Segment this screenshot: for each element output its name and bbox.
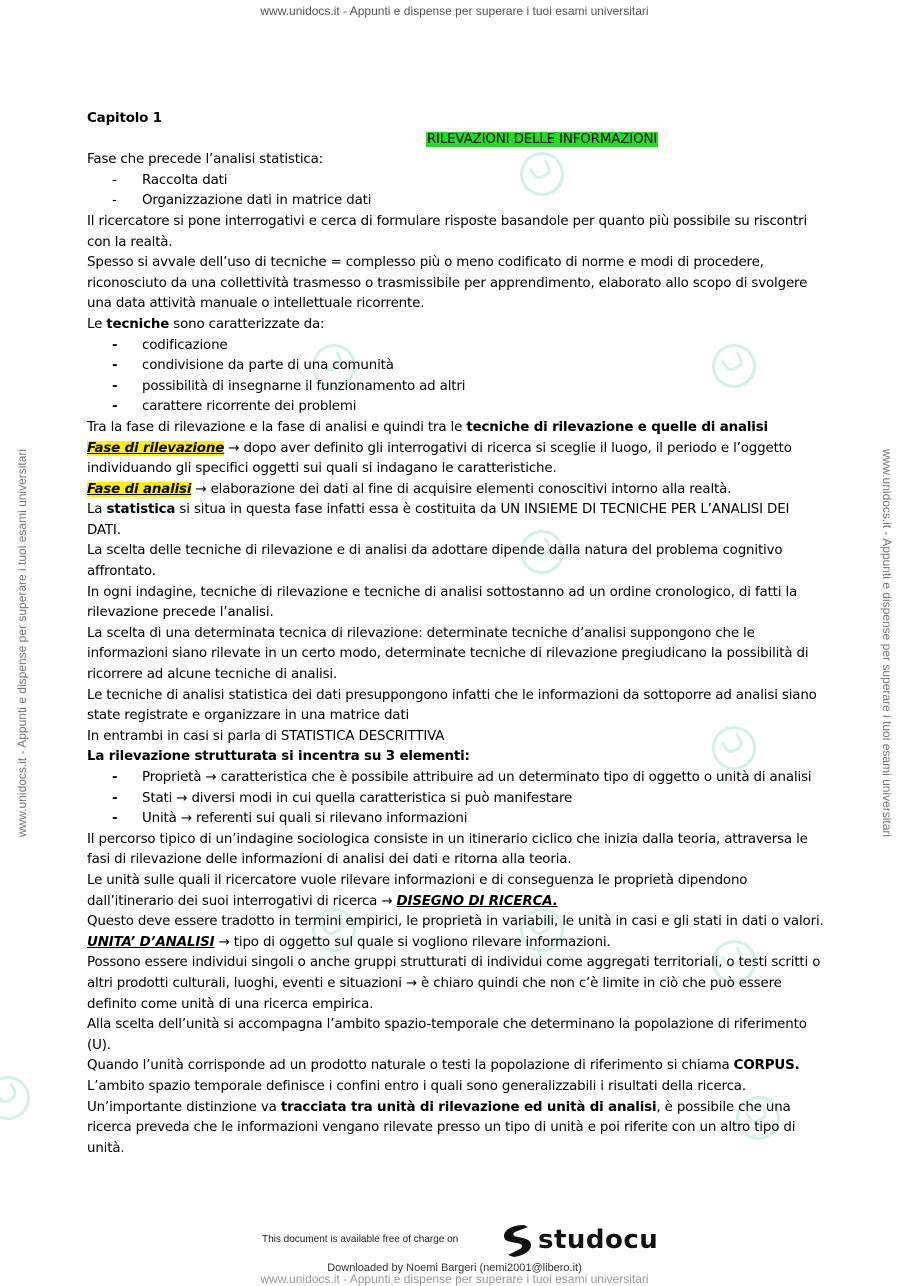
highlight-term: Fase di analisi	[87, 481, 192, 497]
paragraph: Fase che precede l’analisi statistica:	[87, 152, 324, 168]
paragraph: L’ambito spazio temporale definisce i confini entro i quali sono generalizzabili i risultati della ricerca.	[87, 1078, 746, 1094]
paragraph: Alla scelta dell’unità si accompagna l’ambito spazio-temporale che determinano la popolazione di riferimento (U).	[87, 1017, 807, 1053]
studocu-logo-text: studocu	[538, 1225, 659, 1255]
watermark-side-left: www.unidocs.it - Appunti e dispense per superare i tuoi esami universitari	[15, 448, 29, 838]
paragraph: Spesso si avvale dell’uso di tecniche = complesso più o meno codificato di norme e modi di procedere, riconosciuto da una collettività trasmesso o trasmissibile per apprendimento, elaborato allo scopo di svolgere una data attività manuale o intellettuale ricorrente.	[87, 255, 808, 312]
paragraph: UNITA’ D’ANALISI → tipo di oggetto sul quale si vogliono rilevare informazioni.	[87, 934, 611, 950]
paragraph: La statistica si situa in questa fase infatti essa è costituita da UN INSIEME DI TECNICHE PER L’ANALISI DEI DATI.	[87, 502, 790, 538]
list-item: - Raccolta dati	[112, 172, 228, 188]
paragraph: Un’importante distinzione va tracciata tra unità di rilevazione ed unità di analisi, è possibile che una ricerca preveda che le informazioni vengano rilevate presso un tipo di unità e poi riferite con un altro tipo di unità.	[87, 1099, 796, 1156]
watermark-side-right: www.unidocs.it - Appunti e dispense per superare i tuoi esami universitari	[880, 448, 894, 838]
list-item: - possibilità di insegnarne il funzionamento ad altri	[112, 378, 466, 394]
paragraph: Questo deve essere tradotto in termini empirici, le proprietà in variabili, le unità in casi e gli stati in dati o valori.	[87, 914, 824, 930]
paragraph: Il percorso tipico di un’indagine sociologica consiste in un itinerario ciclico che inizia dalla teoria, attraversa le fasi di rilevazione delle informazioni di analisi dei dati e ritorna alla teoria.	[87, 831, 808, 868]
paragraph: Possono essere individui singoli o anche gruppi strutturati di individui come aggregati territoriali, o testi scritti o altri prodotti culturali, luoghi, eventi e situazioni → è chiaro quindi che non c’è limite in ciò che può essere definito come unità di una ricerca empirica.	[87, 955, 821, 1012]
list-item: - Stati → diversi modi in cui quella caratteristica si può manifestare	[112, 790, 573, 806]
list-item: - condivisione da parte di una comunità	[112, 358, 394, 374]
studocu-logo-icon	[500, 1222, 534, 1258]
paragraph: Le tecniche sono caratterizzate da:	[87, 316, 325, 332]
list-item: - Organizzazione dati in matrice dati	[112, 193, 372, 209]
watermark-logo-icon	[0, 1068, 38, 1128]
list-item: - Unità → referenti sui quali si rilevano informazioni	[112, 811, 468, 827]
watermark-banner-top: www.unidocs.it - Appunti e dispense per superare i tuoi esami universitari	[260, 4, 649, 18]
paragraph: In ogni indagine, tecniche di rilevazione e tecniche di analisi sottostanno ad un ordine cronologico, di fatti la rilevazione precede l’analisi.	[87, 584, 798, 621]
paragraph: La rilevazione strutturata si incentra su 3 elementi:	[87, 749, 470, 765]
paragraph: In entrambi in casi si parla di STATISTICA DESCRITTIVA	[87, 728, 445, 744]
paragraph: La scelta di una determinata tecnica di rilevazione: determinate tecniche d’analisi suppongono che le informazioni siano rilevate in un certo modo, determinate tecniche di rilevazione pregiudicano la possibilità di ricorrere ad alcune tecniche di analisi.	[87, 625, 809, 683]
list-item: - carattere ricorrente dei problemi	[112, 399, 357, 415]
paragraph: Fase di rilevazione → dopo aver definito gli interrogativi di ricerca si sceglie il luogo, il periodo e l’oggetto individuando gli specifici oggetti sui quali si indagano le caratteristiche.	[87, 440, 792, 477]
list-item: - Proprietà → caratteristica che è possibile attribuire ad un determinato tipo di oggetto o unità di analisi	[112, 770, 812, 785]
list-item: - codificazione	[112, 337, 228, 353]
paragraph: La scelta delle tecniche di rilevazione e di analisi da adottare dipende dalla natura del problema cognitivo affrontato.	[87, 543, 783, 580]
footer-download-info: Downloaded by Noemi Bargeri (nemi2001@libero.it)	[327, 1262, 582, 1274]
watermark-banner-bottom: www.unidocs.it - Appunti e dispense per superare i tuoi esami universitari	[260, 1272, 649, 1286]
paragraph: Il ricercatore si pone interrogativi e cerca di formulare risposte basandole per quanto più possibile su riscontri con la realtà.	[87, 213, 808, 250]
studocu-logo[interactable]	[500, 1222, 658, 1258]
chapter-heading: Capitolo 1	[87, 111, 162, 126]
document-body	[87, 109, 827, 1159]
paragraph: Le tecniche di analisi statistica dei dati presuppongono infatti che le informazioni da sottoporre ad analisi siano state registrate e organizzare in una matrice dati	[87, 687, 817, 724]
footer-availability-note: This document is available free of charge on	[262, 1234, 459, 1245]
highlight-term: Fase di rilevazione	[87, 440, 225, 456]
paragraph: Quando l’unità corrisponde ad un prodotto naturale o testi la popolazione di riferimento si chiama CORPUS.	[87, 1058, 800, 1074]
paragraph: Le unità sulle quali il ricercatore vuole rilevare informazioni e di conseguenza le proprietà dipendono dall’itinerario dei suoi interrogativi di ricerca → DISEGNO DI RICERCA.	[87, 872, 748, 909]
paragraph: Tra la fase di rilevazione e la fase di analisi e quindi tra le tecniche di rilevazione e quelle di analisi	[87, 419, 768, 435]
section-title: RILEVAZIONI DELLE INFORMAZIONI	[426, 131, 658, 147]
paragraph: Fase di analisi → elaborazione dei dati al fine di acquisire elementi conoscitivi intorno alla realtà.	[87, 481, 732, 497]
